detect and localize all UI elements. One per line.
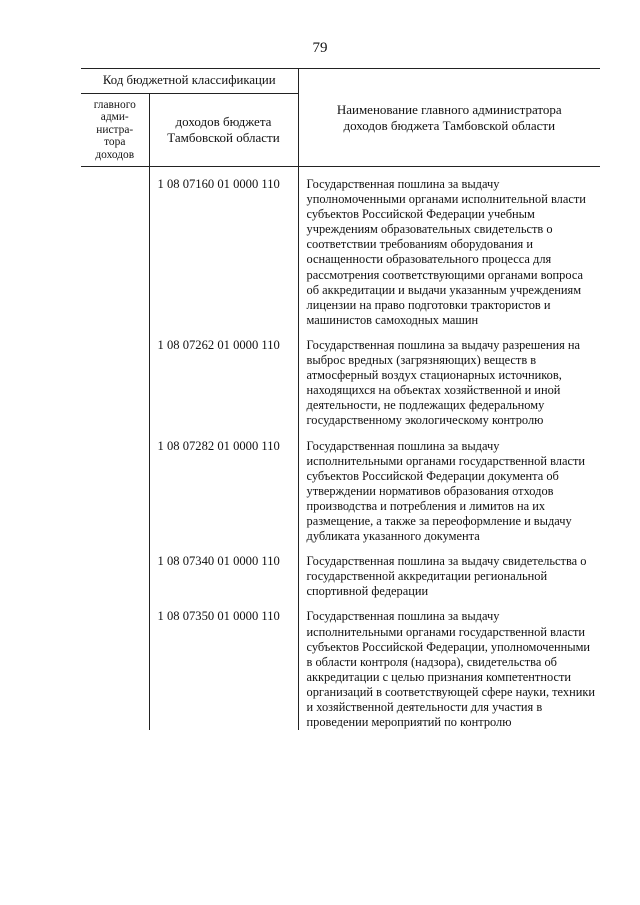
budget-classification-table [81, 68, 600, 730]
row-income-name: Государственная пошлина за выдачу уполномоченными органами исполнительной власти субъектов Российской Федерации учебным учреждениям образовательных свидетельств о соответствии требованиям оборудования и оснащенности образовательного процесса для рассмотрения соответствующими органами вопроса об аккредитации и выдачи указанным учреждениям лицензии на право подготовки трактористов и машинистов самоходных машин [298, 167, 600, 328]
table-row [81, 328, 600, 429]
header-main-administrator-text: главного адми-нистра-тора доходов [93, 98, 136, 161]
row-budget-code: 1 08 07350 01 0000 110 [157, 609, 280, 624]
header-budget-income [149, 94, 298, 167]
row-administrator-code [81, 429, 149, 545]
row-income-name: Государственная пошлина за выдачу разрешения на выброс вредных (загрязняющих) веществ в атмосферный воздух стационарных источников, находящихся на объектах хозяйственной и иной деятельности, не подлежащих федеральному государственному экологическому контролю [298, 328, 600, 429]
table-row [81, 167, 600, 328]
page-number: 79 [312, 40, 328, 56]
table-row [81, 599, 600, 730]
row-budget-code: 1 08 07160 01 0000 110 [157, 177, 280, 191]
header-budget-classification-code: Код бюджетной классификации [81, 69, 298, 94]
table-header-row [81, 69, 600, 94]
row-budget-code: 1 08 07282 01 0000 110 [157, 438, 280, 453]
header-administrator-name-text: Наименование главного администратора доходов бюджета Тамбовской области [336, 101, 562, 133]
row-administrator-code [81, 167, 149, 328]
row-administrator-code [81, 544, 149, 599]
row-income-name: Государственная пошлина за выдачу исполнительными органами государственной власти субъектов Российской Федерации документа об утверждении нормативов образования отходов производства и потребления и лимитов на их размещение, а также за переоформление и выдачу дубликата указанного документа [298, 429, 600, 545]
header-administrator-name [298, 69, 600, 167]
row-budget-code: 1 08 07262 01 0000 110 [157, 337, 280, 352]
row-administrator-code [81, 328, 149, 429]
row-income-name: Государственная пошлина за выдачу исполнительными органами государственной власти субъектов Российской Федерации, уполномоченными в области контроля (надзора), свидетельства об аккредитации с целью признания компетентности организаций в соответствующей сфере науки, техники и хозяйственной деятельности для участия в проведении мероприятий по контролю [298, 599, 600, 730]
row-income-name: Государственная пошлина за выдачу свидетельства о государственной аккредитации региональной спортивной федерации [298, 544, 600, 599]
row-administrator-code [81, 599, 149, 730]
table-row [81, 429, 600, 545]
row-budget-code: 1 08 07340 01 0000 110 [157, 554, 280, 569]
table-row [81, 544, 600, 599]
header-main-administrator [81, 94, 149, 167]
header-budget-income-text: доходов бюджета Тамбовской области [167, 114, 280, 145]
